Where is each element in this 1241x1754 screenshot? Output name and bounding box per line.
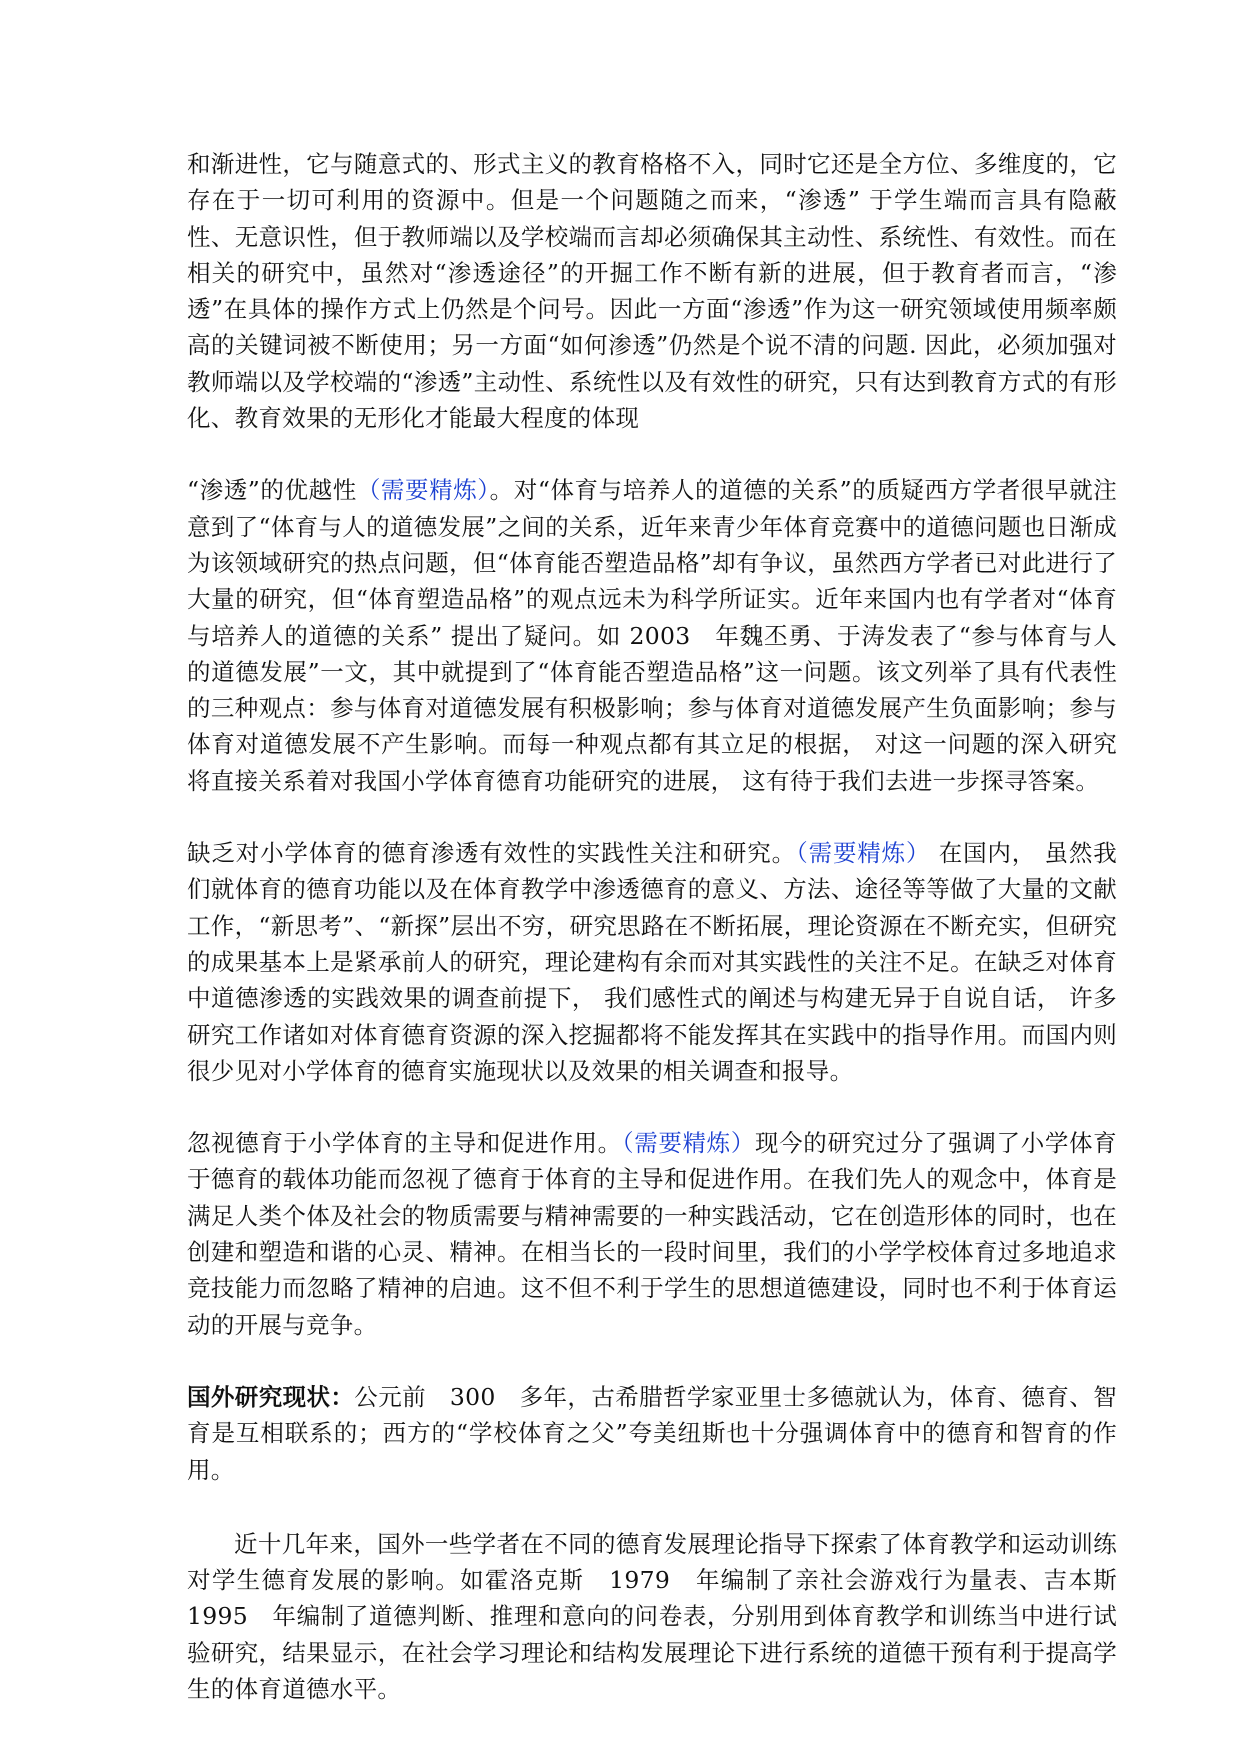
paragraph-lead: “渗透”的优越性 <box>187 476 357 505</box>
paragraph-lead: 缺乏对小学体育的德育渗透有效性的实践性关注和研究。 <box>187 839 796 868</box>
document-page <box>187 146 1141 1707</box>
paragraph-text: 在国内， 虽然我们就体育的德育功能以及在体育教学中渗透德育的意义、方法、途径等等做了大量的文献工作，“新思考”、“新探”层出不穷，研究思路在不断拓展，理论资源在不断充实，但研究的成果基本上是紧承前人的研究，理论建构有余而对其实践性的关注不足。在缺乏对体育中道德渗透的实践效果的调查前提下， 我们感性式的阐述与构建无异于自说自话， 许多研究工作诸如对体育德育资源的深入挖掘都将不能发挥其在实践中的指导作用。而国内则很少见对小学体育的德育实施现状以及效果的相关调查和报导。 <box>187 839 1118 1085</box>
paragraph-foreign-research <box>187 1379 1117 1488</box>
paragraph-penetration-superiority <box>187 472 1117 799</box>
paragraph-recent-foreign-studies <box>187 1526 1141 1707</box>
section-heading: 国外研究现状： <box>187 1382 355 1411</box>
paragraph-text: 和渐进性，它与随意式的、形式主义的教育格格不入，同时它还是全方位、多维度的，它存在于一切可利用的资源中。但是一个问题随之而来，“渗透” 于学生端而言具有隐蔽性、无意识性，但于教师端以及学校端而言却必须确保其主动性、系统性、有效性。而在相关的研究中，虽然对“渗透途径”的开掘工作不断有新的进展，但于教育者而言，“渗透”在具体的操作方式上仍然是个问号。因此一方面“渗透”作为这一研究领域使用频率颇高的关键词被不断使用；另一方面“如何渗透”仍然是个说不清的问题. 因此，必须加强对教师端以及学校端的“渗透”主动性、系统性以及有效性的研究，只有达到教育方式的有形化、教育效果的无形化才能最大程度的体现 <box>187 150 1117 433</box>
paragraph-text: 公元前 300 多年，古希腊哲学家亚里士多德就认为，体育、德育、智育是互相联系的；西方的“学校体育之父”夸美纽斯也十分强调体育中的德育和智育的作用。 <box>187 1382 1117 1484</box>
paragraph-text: 。对“体育与培养人的道德的关系”的质疑西方学者很早就注意到了“体育与人的道德发展”之间的关系，近年来青少年体育竞赛中的道德问题也日渐成为该领域研究的热点问题，但“体育能否塑造品格”却有争议，虽然西方学者已对此进行了大量的研究，但“体育塑造品格”的观点远未为科学所证实。近年来国内也有学者对“体育与培养人的道德的关系” 提出了疑问。如 2003 年魏丕勇、于涛发表了“参与体育与人的道德发展”一文，其中就提到了“体育能否塑造品格”这一问题。该文列举了具有代表性的三种观点：参与体育对道德发展有积极影响；参与体育对道德发展产生负面影响；参与体育对道德发展不产生影响。而每一种观点都有其立足的根据， 对这一问题的深入研究将直接关系着对我国小学体育德育功能研究的进展， 这有待于我们去进一步探寻答案。 <box>187 476 1117 795</box>
revision-note: （需要精炼） <box>795 839 931 868</box>
paragraph-text: 近十几年来，国外一些学者在不同的德育发展理论指导下探索了体育教学和运动训练对学生德育发展的影响。如霍洛克斯 1979 年编制了亲社会游戏行为量表、吉本斯 1995 年编制了道德判断、推理和意向的问卷表，分别用到体育教学和训练当中进行试验研究，结果显示，在社会学习理论和结构发展理论下进行系统的道德干预有利于提高学生的体育道德水平。 <box>187 1529 1141 1703</box>
revision-note: （需要精炼） <box>621 1129 755 1158</box>
paragraph-lack-of-practice <box>187 835 1117 1089</box>
paragraph-lead: 忽视德育于小学体育的主导和促进作用。 <box>187 1129 622 1158</box>
paragraph-text: 现今的研究过分了强调了小学体育于德育的载体功能而忽视了德育于体育的主导和促进作用。在我们先人的观念中，体育是满足人类个体及社会的物质需要与精神需要的一种实践活动，它在创造形体的同时，也在创建和塑造和谐的心灵、精神。在相当长的一段时间里，我们的小学学校体育过多地追求竞技能力而忽略了精神的启迪。这不但不利于学生的思想道德建设，同时也不利于体育运动的开展与竞争。 <box>187 1129 1117 1339</box>
revision-note: （需要精炼） <box>356 476 490 505</box>
paragraph-neglect-moral-role <box>187 1125 1117 1343</box>
paragraph-penetration-advantages <box>187 146 1117 436</box>
